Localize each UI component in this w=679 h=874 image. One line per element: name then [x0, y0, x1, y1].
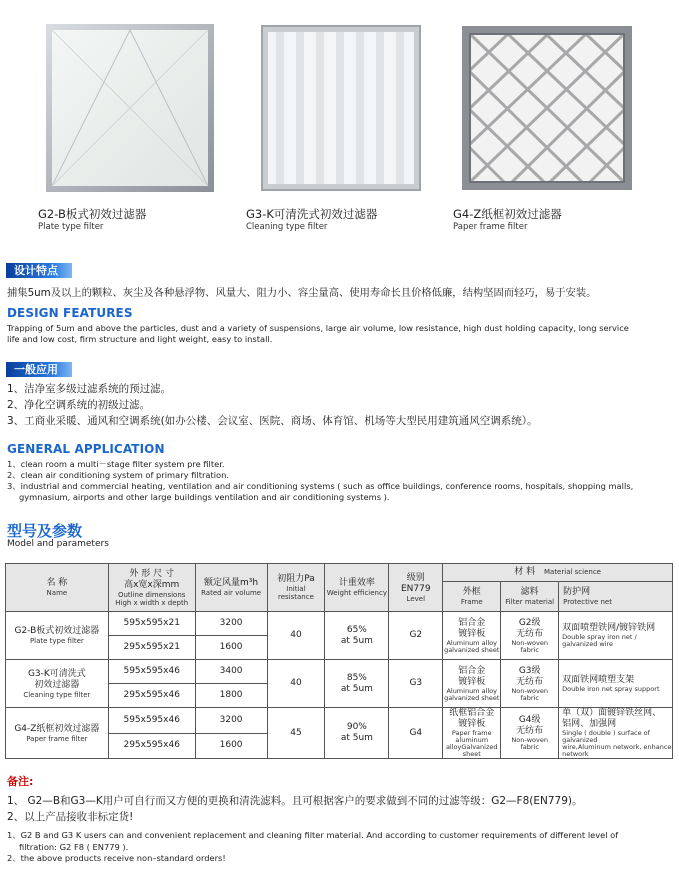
- cell-efficiency: 65% at 5um: [325, 612, 389, 660]
- table-row: [6, 612, 673, 636]
- cell-resistance: 40: [267, 612, 325, 660]
- list-item: 2、the above products receive non–standard orders!: [7, 853, 226, 863]
- header-dimensions: 外 形 尺 寸 高x宽x深mm Outline dimensions High x width x depth: [108, 564, 195, 612]
- spec-table: [5, 563, 673, 759]
- cell-dim: 595x595x46: [108, 708, 195, 734]
- header-efficiency: 计重效率 Weight efficiency: [325, 564, 389, 612]
- list-item: gymnasium, airports and other large buildings ventilation and air conditioning systems ).: [19, 492, 390, 502]
- list-item: 1、 G2—B和G3—K用户可自行而又方便的更换和清洗滤料。且可根据客户的要求做到不同的过滤等级：G2—F8(EN779)。: [7, 795, 583, 807]
- cell-dim: 595x595x21: [108, 612, 195, 636]
- design-cn-title: 设计特点: [6, 263, 72, 278]
- application-cn-title: 一般应用: [6, 362, 72, 377]
- cell-resistance: 45: [267, 708, 325, 759]
- cell-filter: G3级 无纺布 Non-woven fabric: [501, 660, 559, 708]
- notes-cn-list: [7, 793, 583, 825]
- cell-filter: G2级 无纺布 Non-woven fabric: [501, 612, 559, 660]
- header-material: 材 料 Material science: [443, 564, 673, 582]
- application-cn-list: [7, 381, 538, 429]
- table-row: [6, 708, 673, 734]
- cell-name: G4-Z纸框初效过滤器 Paper frame filter: [6, 708, 109, 759]
- header-air-volume: 额定风量m³h Rated air volume: [195, 564, 267, 612]
- header-filter: 滤料 Filter material: [501, 582, 559, 612]
- cell-level: G4: [389, 708, 443, 759]
- cell-air: 3200: [195, 708, 267, 734]
- cell-air: 1600: [195, 733, 267, 759]
- header-level: 级别 EN779 Level: [389, 564, 443, 612]
- design-cn-text: 捕集5um及以上的颗粒、灰尘及各种悬浮物、风量大、阻力小、容尘量高、使用寿命长且价格低廉，结构坚固而轻巧，易于安装。: [7, 287, 597, 299]
- header-name: 名 称 Name: [6, 564, 109, 612]
- cell-filter: G4级 无纺布 Non-woven fabric: [501, 708, 559, 759]
- header-frame: 外框 Frame: [443, 582, 501, 612]
- models-title: 型号及参数: [7, 522, 83, 540]
- cell-resistance: 40: [267, 660, 325, 708]
- cell-level: G3: [389, 660, 443, 708]
- paper-frame-filter-image: [450, 10, 646, 206]
- plate-filter-image: [32, 10, 228, 206]
- product-caption: G4-Z纸框初效过滤器 Paper frame filter: [453, 207, 562, 232]
- cell-net: 双面铁网喷塑支架 Double iron net spray support: [559, 660, 673, 708]
- cell-dim: 295x595x21: [108, 636, 195, 660]
- product-caption: G3-K可清洗式初效过滤器 Cleaning type filter: [246, 207, 378, 232]
- list-item: 3、工商业采暖、通风和空调系统(如办公楼、会议室、医院、商场、体育馆、机场等大型民用建筑通风空调系统）。: [7, 415, 538, 427]
- header-net: 防护网 Protective net: [559, 582, 673, 612]
- cell-level: G2: [389, 612, 443, 660]
- cell-frame: 铝合金 镀锌板 Aluminum alloy galvanized sheet: [443, 660, 501, 708]
- table-row: [6, 660, 673, 684]
- header-resistance: 初阻力Pa Initial resistance: [267, 564, 325, 612]
- cleaning-filter-image: [240, 10, 436, 206]
- list-item: filtration: G2 F8 ( EN779 ).: [19, 841, 129, 852]
- list-item: 1、洁净室多级过滤系统的预过滤。: [7, 383, 172, 395]
- cell-efficiency: 90% at 5um: [325, 708, 389, 759]
- list-item: 2、净化空调系统的初级过滤。: [7, 399, 151, 411]
- application-en-title: GENERAL APPLICATION: [7, 442, 165, 456]
- cell-air: 3400: [195, 660, 267, 684]
- cell-air: 1800: [195, 684, 267, 708]
- models-subtitle: Model and parameters: [7, 539, 109, 549]
- notes-title: 备注:: [7, 775, 34, 788]
- cell-frame: 铝合金 镀锌板 Aluminum alloy galvanized sheet: [443, 612, 501, 660]
- design-en-text: Trapping of 5um and above the particles, dust and a variety of suspensions, large air volume, low resistance, high dust holding capacity, long service life and low cost, firm structure and light weight, easy to install.: [7, 323, 629, 344]
- cell-dim: 595x595x46: [108, 660, 195, 684]
- table-header-row: [6, 564, 673, 582]
- list-item: 2、以上产品接收非标定货!: [7, 811, 134, 823]
- cell-dim: 295x595x46: [108, 733, 195, 759]
- cell-efficiency: 85% at 5um: [325, 660, 389, 708]
- cell-air: 1600: [195, 636, 267, 660]
- cell-frame: 纸框铝合金 镀锌板 Paper frame aluminum alloyGalvanized sheet: [443, 708, 501, 759]
- list-item: 3、industrial and commercial heating, ventilation and air conditioning systems ( such as office buildings, conference rooms, hospitals, shopping malls,: [7, 481, 634, 491]
- design-en-title: DESIGN FEATURES: [7, 306, 133, 320]
- cell-net: 单（双）面镀锌铁丝网、 铝网、加强网 Single ( double ) surface of galvanized wire,Aluminum network, enhance network: [559, 708, 673, 759]
- cell-name: G3-K可清洗式 初效过滤器 Cleaning type filter: [6, 660, 109, 708]
- notes-en-list: [7, 830, 618, 865]
- cell-air: 3200: [195, 612, 267, 636]
- application-en-list: [7, 459, 633, 503]
- cell-dim: 295x595x46: [108, 684, 195, 708]
- list-item: 1、G2 B and G3 K users can and convenient replacement and cleaning filter material. And according to customer requirements of different level of: [7, 830, 619, 840]
- cell-name: G2-B板式初效过滤器 Plate type filter: [6, 612, 109, 660]
- list-item: 1、clean room a multi－stage filter system pre filter.: [7, 459, 225, 469]
- cell-net: 双面喷塑铁网/镀锌铁网 Double spray iron net / galvanized wire: [559, 612, 673, 660]
- list-item: 2、clean air conditioning system of primary filtration.: [7, 470, 229, 480]
- product-caption: G2-B板式初效过滤器 Plate type filter: [38, 207, 147, 232]
